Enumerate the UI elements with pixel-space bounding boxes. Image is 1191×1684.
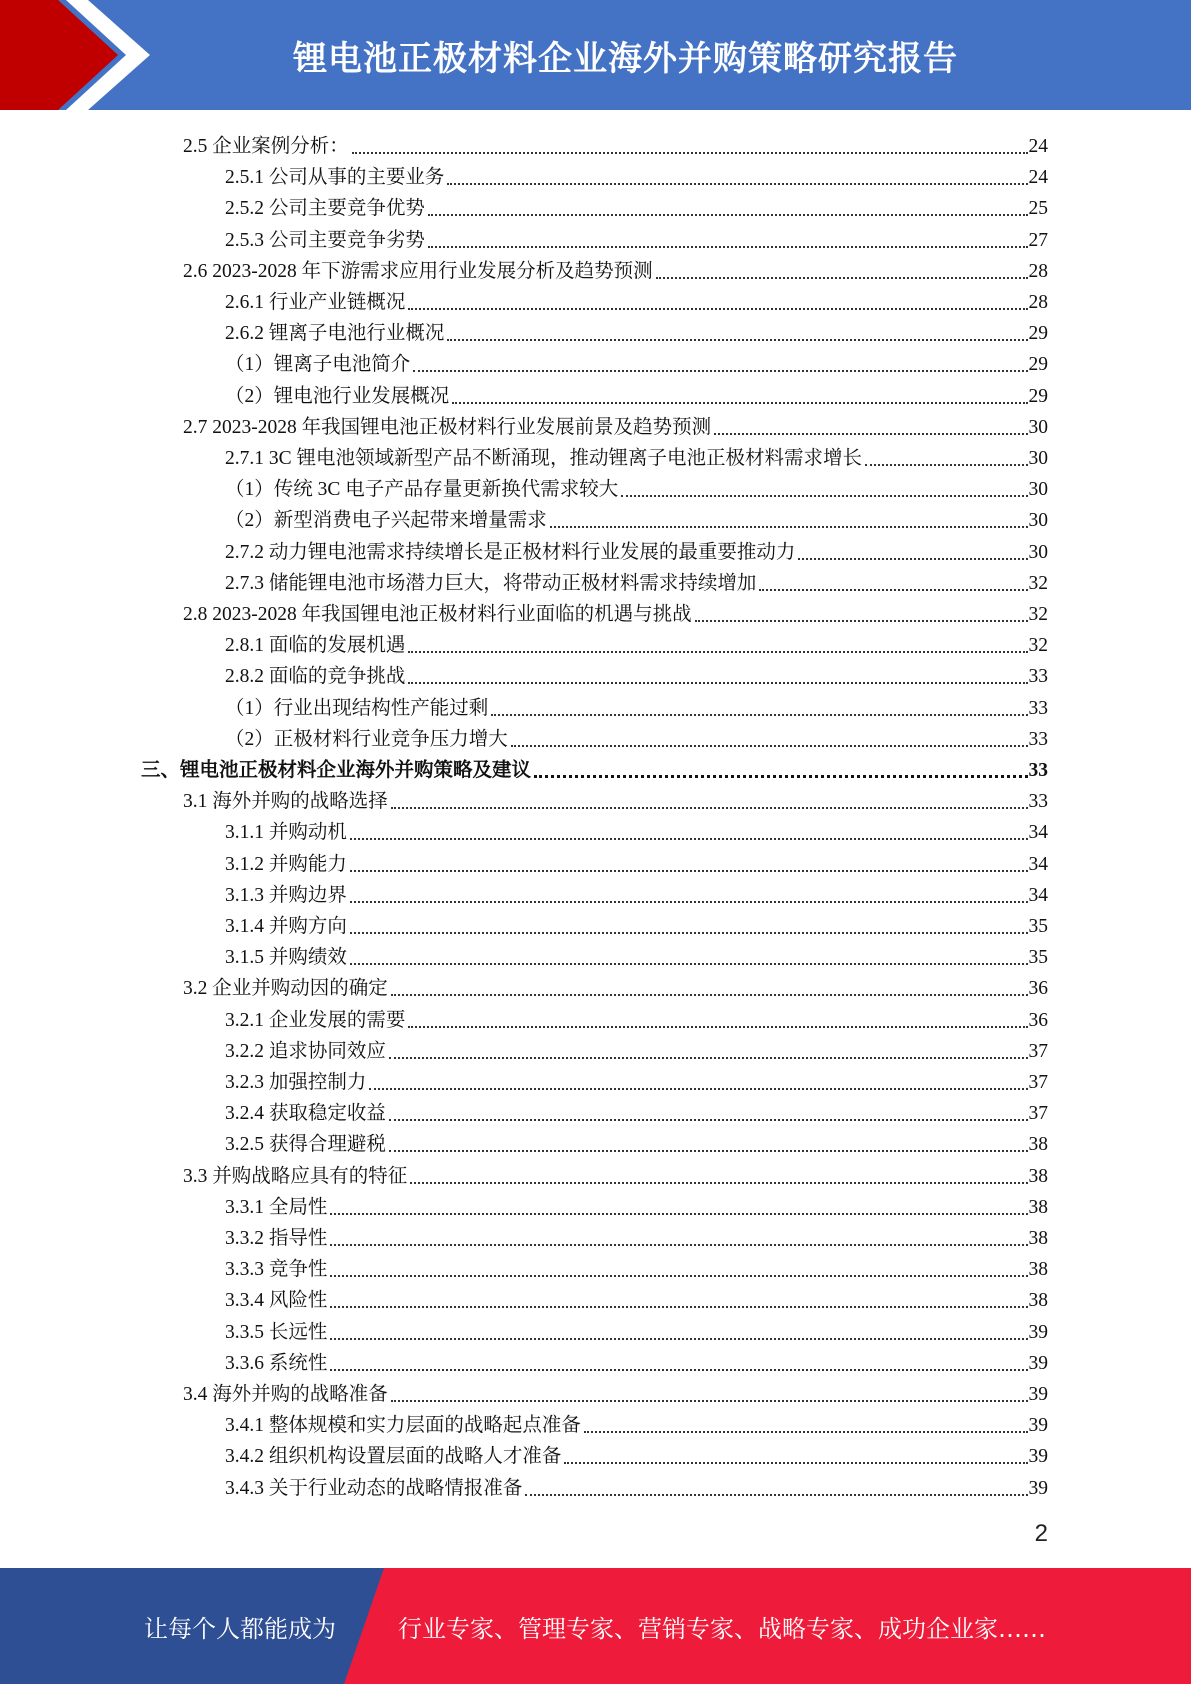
toc-entry[interactable] bbox=[225, 1189, 1048, 1220]
toc-dot-leader bbox=[350, 870, 1028, 872]
toc-dot-leader bbox=[350, 963, 1028, 965]
toc-entry-label: 3.2 企业并购动因的确定 bbox=[183, 978, 388, 1000]
toc-entry[interactable] bbox=[225, 534, 1048, 565]
toc-entry-page: 28 bbox=[1028, 292, 1048, 313]
toc-entry[interactable] bbox=[225, 690, 1048, 721]
toc-entry[interactable] bbox=[225, 502, 1048, 533]
toc-entry[interactable] bbox=[225, 939, 1048, 970]
toc-entry-label: 2.5.1 公司从事的主要业务 bbox=[225, 167, 445, 189]
toc-dot-leader bbox=[428, 246, 1028, 248]
toc-entry[interactable] bbox=[225, 627, 1048, 658]
toc-dot-leader bbox=[330, 1244, 1027, 1246]
toc-entry[interactable] bbox=[225, 1314, 1048, 1345]
toc-entry[interactable] bbox=[225, 1033, 1048, 1064]
toc-entry-label: 3.3 并购战略应具有的特征 bbox=[183, 1165, 408, 1187]
toc-entry-label: （2）新型消费电子兴起带来增量需求 bbox=[225, 510, 547, 532]
toc-entry[interactable] bbox=[183, 783, 1048, 814]
toc-entry[interactable] bbox=[225, 1220, 1048, 1251]
toc-entry[interactable] bbox=[225, 908, 1048, 939]
toc-dot-leader bbox=[408, 308, 1027, 310]
toc-dot-leader bbox=[491, 714, 1027, 716]
toc-entry-page: 38 bbox=[1028, 1228, 1048, 1249]
toc-entry[interactable] bbox=[225, 440, 1048, 471]
toc-entry-label: 3.2.5 获得合理避税 bbox=[225, 1134, 386, 1156]
toc-entry-page: 24 bbox=[1028, 136, 1048, 157]
toc-entry[interactable] bbox=[183, 596, 1048, 627]
toc-dot-leader bbox=[525, 1494, 1027, 1496]
toc-entry-page: 35 bbox=[1028, 947, 1048, 969]
toc-entry[interactable] bbox=[225, 877, 1048, 908]
toc-entry-label: 3.2.3 加强控制力 bbox=[225, 1072, 367, 1093]
toc-dot-leader bbox=[330, 1338, 1027, 1340]
toc-entry[interactable] bbox=[225, 658, 1048, 689]
toc-dot-leader bbox=[511, 745, 1028, 747]
toc-entry-page: 33 bbox=[1028, 697, 1048, 719]
toc-entry-label: 3.1.5 并购绩效 bbox=[225, 947, 347, 969]
toc-dot-leader bbox=[447, 339, 1027, 341]
toc-dot-leader bbox=[759, 589, 1027, 591]
toc-entry[interactable] bbox=[183, 409, 1048, 440]
toc-entry-page: 30 bbox=[1028, 416, 1048, 438]
toc-entry[interactable] bbox=[225, 1002, 1048, 1033]
toc-entry[interactable] bbox=[183, 1376, 1048, 1407]
toc-entry-page: 39 bbox=[1028, 1415, 1048, 1437]
toc-entry-page: 37 bbox=[1028, 1072, 1048, 1093]
toc-entry-page: 38 bbox=[1028, 1259, 1048, 1281]
toc-dot-leader bbox=[391, 807, 1028, 809]
toc-entry-page: 37 bbox=[1028, 1040, 1048, 1062]
toc-entry-page: 38 bbox=[1028, 1165, 1048, 1187]
toc-entry[interactable] bbox=[225, 378, 1048, 409]
toc-entry-label: 2.7.1 3C 锂电池领域新型产品不断涌现，推动锂离子电池正极材料需求增长 bbox=[225, 448, 863, 469]
toc-entry-label: 3.4 海外并购的战略准备 bbox=[183, 1384, 388, 1405]
toc-entry[interactable] bbox=[225, 1064, 1048, 1095]
toc-entry-label: 2.5 企业案例分析： bbox=[183, 136, 349, 157]
toc-entry-label: 3.2.2 追求协同效应 bbox=[225, 1040, 386, 1062]
toc-dot-leader bbox=[330, 1369, 1027, 1371]
toc-entry-page: 39 bbox=[1028, 1477, 1048, 1499]
toc-entry-page: 33 bbox=[1028, 728, 1048, 750]
toc-entry-label: 2.8.2 面临的竞争挑战 bbox=[225, 666, 406, 688]
toc-entry-page: 38 bbox=[1028, 1196, 1048, 1218]
toc-entry-page: 28 bbox=[1028, 260, 1048, 282]
toc-entry-label: 3.3.3 竞争性 bbox=[225, 1259, 328, 1281]
toc-entry-page: 39 bbox=[1028, 1321, 1048, 1343]
toc-entry-label: 3.1.4 并购方向 bbox=[225, 916, 347, 937]
toc-entry-page: 25 bbox=[1028, 198, 1048, 220]
toc-entry[interactable] bbox=[225, 721, 1048, 752]
toc-entry[interactable] bbox=[141, 752, 1048, 783]
toc-entry-label: 3.3.4 风险性 bbox=[225, 1290, 328, 1312]
footer-slogan-left: 让每个人都能成为 bbox=[144, 1614, 336, 1643]
toc-dot-leader bbox=[550, 526, 1028, 528]
toc-entry-label: 3.1.1 并购动机 bbox=[225, 822, 347, 844]
toc-dot-leader bbox=[534, 775, 1027, 778]
toc-entry[interactable] bbox=[225, 1407, 1048, 1438]
toc-entry-page: 27 bbox=[1028, 229, 1048, 251]
toc-dot-leader bbox=[447, 183, 1027, 185]
toc-dot-leader bbox=[391, 994, 1028, 996]
toc-entry-page: 30 bbox=[1028, 448, 1048, 469]
toc-dot-leader bbox=[408, 651, 1027, 653]
toc-dot-leader bbox=[584, 1431, 1028, 1433]
toc-dot-leader bbox=[330, 1275, 1027, 1277]
toc-entry-page: 39 bbox=[1028, 1384, 1048, 1405]
toc-entry-label: 3.3.6 系统性 bbox=[225, 1352, 328, 1374]
toc-entry-label: 三、锂电池正极材料企业海外并购策略及建议 bbox=[141, 760, 532, 781]
toc-entry-label: 3.2.1 企业发展的需要 bbox=[225, 1009, 406, 1031]
page-number: 2 bbox=[1034, 1520, 1048, 1547]
toc-dot-leader bbox=[350, 932, 1028, 934]
toc-entry-page: 30 bbox=[1028, 541, 1048, 563]
report-title: 锂电池正极材料企业海外并购策略研究报告 bbox=[293, 38, 958, 79]
toc-entry-label: 2.7.2 动力锂电池需求持续增长是正极材料行业发展的最重要推动力 bbox=[225, 541, 796, 563]
toc-entry[interactable] bbox=[183, 1158, 1048, 1189]
toc-entry-page: 29 bbox=[1028, 385, 1048, 407]
toc-dot-leader bbox=[452, 402, 1027, 404]
toc-dot-leader bbox=[865, 464, 1027, 466]
toc-dot-leader bbox=[389, 1119, 1028, 1121]
toc-entry-label: 2.7 2023-2028 年我国锂电池正极材料行业发展前景及趋势预测 bbox=[183, 416, 712, 438]
toc-entry-label: 3.3.1 全局性 bbox=[225, 1196, 328, 1218]
toc-dot-leader bbox=[695, 620, 1028, 622]
toc-entry-page: 34 bbox=[1028, 853, 1048, 875]
toc-entry[interactable] bbox=[225, 159, 1048, 190]
toc-entry-page: 29 bbox=[1028, 323, 1048, 345]
toc-entry-page: 34 bbox=[1028, 884, 1048, 906]
toc-dot-leader bbox=[564, 1462, 1027, 1464]
toc-entry[interactable] bbox=[225, 1345, 1048, 1376]
toc-entry-page: 39 bbox=[1028, 1446, 1048, 1468]
toc-entry-page: 37 bbox=[1028, 1103, 1048, 1125]
toc-entry-label: （1）行业出现结构性产能过剩 bbox=[225, 697, 489, 719]
toc-entry-label: 3.1.3 并购边界 bbox=[225, 884, 347, 906]
toc-entry-label: （1）锂离子电池简介 bbox=[225, 354, 411, 376]
toc-entry-label: （2）锂电池行业发展概况 bbox=[225, 385, 450, 407]
toc-entry[interactable] bbox=[225, 565, 1048, 596]
toc-entry-page: 33 bbox=[1028, 666, 1048, 688]
toc-entry-page: 29 bbox=[1028, 354, 1048, 376]
toc-dot-leader bbox=[350, 838, 1028, 840]
toc-dot-leader bbox=[714, 433, 1027, 435]
toc-entry[interactable] bbox=[225, 1470, 1048, 1501]
toc-entry[interactable] bbox=[183, 253, 1048, 284]
toc-entry-page: 36 bbox=[1028, 978, 1048, 1000]
toc-dot-leader bbox=[408, 1026, 1027, 1028]
toc-entry-page: 38 bbox=[1028, 1290, 1048, 1312]
toc-dot-leader bbox=[413, 370, 1027, 372]
toc-dot-leader bbox=[352, 152, 1028, 154]
toc-entry[interactable] bbox=[183, 970, 1048, 1001]
toc-entry-page: 24 bbox=[1028, 167, 1048, 189]
toc-entry-page: 35 bbox=[1028, 916, 1048, 937]
toc-entry-label: 2.8.1 面临的发展机遇 bbox=[225, 635, 406, 657]
toc-entry-page: 30 bbox=[1028, 479, 1048, 501]
toc-entry-label: 2.8 2023-2028 年我国锂电池正极材料行业面临的机遇与挑战 bbox=[183, 604, 692, 625]
toc-entry-page: 38 bbox=[1028, 1134, 1048, 1156]
toc-entry-label: 2.6.1 行业产业链概况 bbox=[225, 292, 406, 313]
toc-dot-leader bbox=[391, 1400, 1028, 1402]
toc-entry-page: 32 bbox=[1028, 572, 1048, 594]
toc-entry[interactable] bbox=[225, 1282, 1048, 1313]
toc-entry-label: 2.6 2023-2028 年下游需求应用行业发展分析及趋势预测 bbox=[183, 260, 653, 282]
toc-entry-label: （2）正极材料行业竞争压力增大 bbox=[225, 728, 508, 750]
toc-entry-label: 3.1 海外并购的战略选择 bbox=[183, 791, 388, 813]
page-header bbox=[0, 0, 1191, 110]
toc-dot-leader bbox=[656, 277, 1028, 279]
toc-entry-label: 3.4.1 整体规模和实力层面的战略起点准备 bbox=[225, 1415, 581, 1437]
toc-dot-leader bbox=[798, 558, 1027, 560]
toc-dot-leader bbox=[330, 1213, 1027, 1215]
toc-dot-leader bbox=[369, 1088, 1027, 1090]
toc-dot-leader bbox=[621, 495, 1027, 497]
toc-entry[interactable] bbox=[225, 222, 1048, 253]
toc-dot-leader bbox=[408, 682, 1027, 684]
toc-entry-label: （1）传统 3C 电子产品存量更新换代需求较大 bbox=[225, 479, 619, 501]
toc-entry-label: 3.3.5 长远性 bbox=[225, 1321, 328, 1343]
footer-slogan-right: 行业专家、管理专家、营销专家、战略专家、成功企业家…… bbox=[398, 1614, 1046, 1643]
toc-entry[interactable] bbox=[225, 1095, 1048, 1126]
toc-entry-page: 33 bbox=[1028, 760, 1048, 781]
toc-entry[interactable] bbox=[225, 346, 1048, 377]
toc-entry-label: 3.2.4 获取稳定收益 bbox=[225, 1103, 386, 1125]
toc-entry-label: 3.4.3 关于行业动态的战略情报准备 bbox=[225, 1477, 523, 1499]
toc-entry[interactable] bbox=[225, 1438, 1048, 1469]
toc-entry[interactable] bbox=[225, 814, 1048, 845]
toc-entry[interactable] bbox=[225, 284, 1048, 315]
toc-dot-leader bbox=[428, 214, 1028, 216]
toc-entry[interactable] bbox=[225, 315, 1048, 346]
toc-entry-page: 32 bbox=[1028, 635, 1048, 657]
toc-entry-label: 3.3.2 指导性 bbox=[225, 1228, 328, 1249]
toc-dot-leader bbox=[330, 1306, 1027, 1308]
toc-dot-leader bbox=[350, 901, 1028, 903]
toc-entry[interactable] bbox=[225, 471, 1048, 502]
toc-entry-label: 2.5.2 公司主要竞争优势 bbox=[225, 198, 425, 220]
toc-entry-label: 2.5.3 公司主要竞争劣势 bbox=[225, 229, 425, 251]
toc-entry[interactable] bbox=[183, 128, 1048, 159]
toc-entry-label: 3.1.2 并购能力 bbox=[225, 853, 347, 875]
toc-entry-page: 33 bbox=[1028, 791, 1048, 813]
toc-entry-page: 39 bbox=[1028, 1352, 1048, 1374]
toc-entry-page: 36 bbox=[1028, 1009, 1048, 1031]
toc-dot-leader bbox=[389, 1150, 1028, 1152]
toc-entry[interactable] bbox=[225, 190, 1048, 221]
toc-entry-label: 3.4.2 组织机构设置层面的战略人才准备 bbox=[225, 1446, 562, 1468]
toc-entry[interactable] bbox=[225, 1251, 1048, 1282]
toc-entry-label: 2.7.3 储能锂电池市场潜力巨大，将带动正极材料需求持续增加 bbox=[225, 572, 757, 594]
toc-dot-leader bbox=[410, 1182, 1027, 1184]
page-footer bbox=[0, 1568, 1191, 1684]
toc-entry-page: 30 bbox=[1028, 510, 1048, 532]
toc-entry-page: 34 bbox=[1028, 822, 1048, 844]
toc-entry[interactable] bbox=[225, 1126, 1048, 1157]
toc-entry[interactable] bbox=[225, 846, 1048, 877]
toc-dot-leader bbox=[389, 1057, 1028, 1059]
toc-entry-page: 32 bbox=[1028, 604, 1048, 625]
toc-entry-label: 2.6.2 锂离子电池行业概况 bbox=[225, 323, 445, 345]
